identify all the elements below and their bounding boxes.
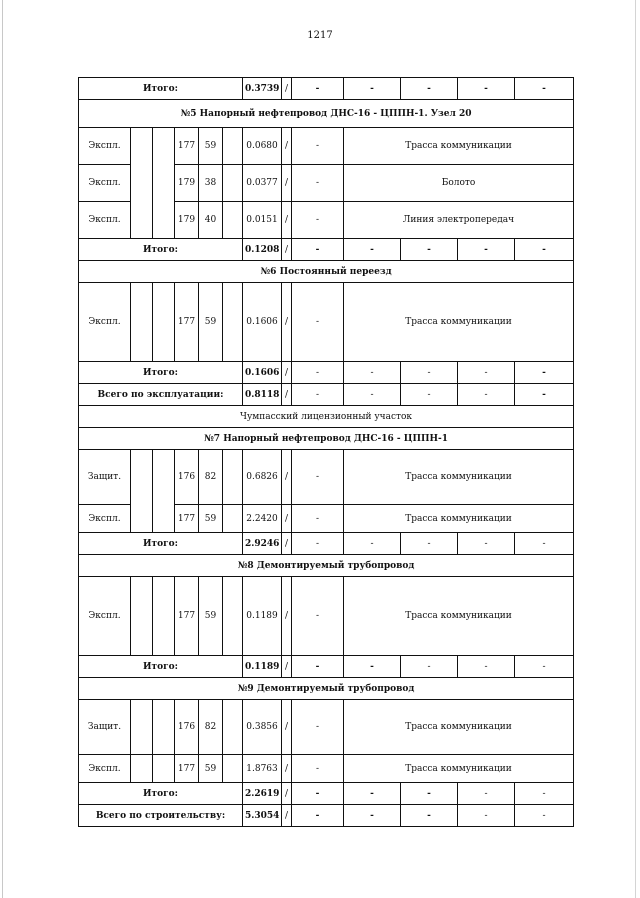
empty-cell	[223, 577, 243, 656]
dash-cell: -	[292, 362, 344, 384]
slash: /	[282, 202, 292, 239]
grand-total-label: Всего по эксплуатации:	[79, 384, 243, 406]
note: Трасса коммуникации	[344, 577, 574, 656]
dash-cell: -	[515, 805, 574, 827]
quarter-number: 176	[175, 700, 199, 755]
land-plot-table	[78, 77, 574, 827]
region-cell	[153, 577, 175, 656]
section-number: 59	[199, 283, 223, 362]
page-edge-left	[2, 0, 3, 898]
region-cell	[131, 450, 153, 533]
region-cell	[131, 128, 153, 239]
dash-cell: -	[458, 533, 515, 555]
dash-cell: -	[292, 783, 344, 805]
grand-total-value: 0.8118	[243, 384, 282, 406]
empty-cell	[223, 450, 243, 505]
plot-type: Защит.	[79, 700, 131, 755]
note: Трасса коммуникации	[344, 700, 574, 755]
area-value: 0.1189	[243, 577, 282, 656]
region-cell	[153, 755, 175, 783]
plot-type: Экспл.	[79, 165, 131, 202]
section-title: №5 Напорный нефтепровод ДНС-16 - ЦППН-1. Узел 20	[79, 100, 574, 128]
empty-cell	[223, 128, 243, 165]
region-cell	[153, 450, 175, 533]
dash-cell: -	[515, 362, 574, 384]
area-value: 0.0377	[243, 165, 282, 202]
dash-cell: -	[515, 656, 574, 678]
quarter-number: 177	[175, 755, 199, 783]
slash: /	[282, 505, 292, 533]
dash-cell: -	[344, 239, 401, 261]
section-title: №9 Демонтируемый трубопровод	[79, 678, 574, 700]
dash-cell: -	[344, 384, 401, 406]
empty-cell	[223, 165, 243, 202]
slash: /	[282, 577, 292, 656]
section-number: 82	[199, 700, 223, 755]
area-value: 0.6826	[243, 450, 282, 505]
total-label: Итого:	[79, 78, 243, 100]
quarter-number: 177	[175, 577, 199, 656]
dash-cell: -	[344, 533, 401, 555]
dash-cell: -	[292, 283, 344, 362]
area-value: 0.1606	[243, 283, 282, 362]
empty-cell	[223, 505, 243, 533]
quarter-number: 177	[175, 505, 199, 533]
empty-cell	[223, 755, 243, 783]
dash-cell: -	[344, 78, 401, 100]
slash: /	[282, 78, 292, 100]
section-title-row	[79, 100, 574, 128]
total-value: 0.1208	[243, 239, 282, 261]
area-title: Чумпасский лицензионный участок	[79, 406, 574, 428]
region-cell	[153, 283, 175, 362]
dash-cell: -	[344, 783, 401, 805]
note: Трасса коммуникации	[344, 505, 574, 533]
quarter-number: 176	[175, 450, 199, 505]
section-title: №6 Постоянный переезд	[79, 261, 574, 283]
plot-type: Экспл.	[79, 577, 131, 656]
total-row	[79, 783, 574, 805]
plot-type: Экспл.	[79, 505, 131, 533]
empty-cell	[223, 700, 243, 755]
dash-cell: -	[458, 362, 515, 384]
slash: /	[282, 805, 292, 827]
note: Болото	[344, 165, 574, 202]
page-edge-right	[635, 0, 636, 898]
dash-cell: -	[292, 656, 344, 678]
dash-cell: -	[292, 202, 344, 239]
slash: /	[282, 362, 292, 384]
section-number: 59	[199, 755, 223, 783]
section-number: 40	[199, 202, 223, 239]
table-row	[79, 577, 574, 656]
region-cell	[131, 577, 153, 656]
section-number: 59	[199, 505, 223, 533]
section-number: 59	[199, 577, 223, 656]
empty-cell	[223, 283, 243, 362]
slash: /	[282, 533, 292, 555]
dash-cell: -	[401, 805, 458, 827]
dash-cell: -	[401, 533, 458, 555]
total-value: 0.1189	[243, 656, 282, 678]
dash-cell: -	[401, 362, 458, 384]
dash-cell: -	[458, 384, 515, 406]
dash-cell: -	[401, 384, 458, 406]
total-row	[79, 656, 574, 678]
note: Трасса коммуникации	[344, 128, 574, 165]
dash-cell: -	[292, 700, 344, 755]
table-row	[79, 755, 574, 783]
dash-cell: -	[292, 755, 344, 783]
dash-cell: -	[292, 78, 344, 100]
slash: /	[282, 700, 292, 755]
total-label: Итого:	[79, 783, 243, 805]
dash-cell: -	[515, 239, 574, 261]
page-number: 1217	[307, 30, 333, 41]
dash-cell: -	[458, 239, 515, 261]
total-label: Итого:	[79, 656, 243, 678]
total-value: 0.3739	[243, 78, 282, 100]
dash-cell: -	[344, 656, 401, 678]
section-title-row	[79, 555, 574, 577]
dash-cell: -	[458, 805, 515, 827]
dash-cell: -	[292, 239, 344, 261]
dash-cell: -	[515, 783, 574, 805]
section-title: №8 Демонтируемый трубопровод	[79, 555, 574, 577]
section-title: №7 Напорный нефтепровод ДНС-16 - ЦППН-1	[79, 428, 574, 450]
slash: /	[282, 128, 292, 165]
dash-cell: -	[458, 783, 515, 805]
dash-cell: -	[458, 78, 515, 100]
section-number: 59	[199, 128, 223, 165]
area-title-row	[79, 406, 574, 428]
area-value: 0.3856	[243, 700, 282, 755]
dash-cell: -	[515, 384, 574, 406]
table-row	[79, 283, 574, 362]
dash-cell: -	[292, 805, 344, 827]
total-label: Итого:	[79, 362, 243, 384]
area-value: 2.2420	[243, 505, 282, 533]
grand-total-row	[79, 805, 574, 827]
dash-cell: -	[401, 78, 458, 100]
dash-cell: -	[292, 384, 344, 406]
dash-cell: -	[344, 805, 401, 827]
plot-type: Экспл.	[79, 202, 131, 239]
total-row	[79, 533, 574, 555]
dash-cell: -	[401, 656, 458, 678]
slash: /	[282, 755, 292, 783]
region-cell	[131, 755, 153, 783]
slash: /	[282, 165, 292, 202]
dash-cell: -	[292, 505, 344, 533]
quarter-number: 179	[175, 165, 199, 202]
table-row	[79, 128, 574, 165]
section-title-row	[79, 428, 574, 450]
dash-cell: -	[292, 533, 344, 555]
slash: /	[282, 450, 292, 505]
slash: /	[282, 283, 292, 362]
quarter-number: 177	[175, 128, 199, 165]
total-value: 2.2619	[243, 783, 282, 805]
dash-cell: -	[292, 450, 344, 505]
total-label: Итого:	[79, 239, 243, 261]
total-value: 0.1606	[243, 362, 282, 384]
slash: /	[282, 656, 292, 678]
dash-cell: -	[292, 577, 344, 656]
empty-cell	[223, 202, 243, 239]
total-label: Итого:	[79, 533, 243, 555]
plot-type: Экспл.	[79, 755, 131, 783]
total-row	[79, 362, 574, 384]
region-cell	[153, 128, 175, 239]
area-value: 1.8763	[243, 755, 282, 783]
dash-cell: -	[292, 165, 344, 202]
note: Трасса коммуникации	[344, 450, 574, 505]
plot-type: Защит.	[79, 450, 131, 505]
grand-total-value: 5.3054	[243, 805, 282, 827]
quarter-number: 177	[175, 283, 199, 362]
slash: /	[282, 384, 292, 406]
section-title-row	[79, 261, 574, 283]
total-value: 2.9246	[243, 533, 282, 555]
region-cell	[153, 700, 175, 755]
total-row	[79, 239, 574, 261]
plot-type: Экспл.	[79, 283, 131, 362]
dash-cell: -	[401, 239, 458, 261]
table-row	[79, 450, 574, 505]
note: Трасса коммуникации	[344, 283, 574, 362]
region-cell	[131, 700, 153, 755]
table-row	[79, 700, 574, 755]
section-number: 82	[199, 450, 223, 505]
dash-cell: -	[515, 78, 574, 100]
total-row	[79, 78, 574, 100]
dash-cell: -	[344, 362, 401, 384]
region-cell	[131, 283, 153, 362]
grand-total-label: Всего по строительству:	[79, 805, 243, 827]
grand-total-row	[79, 384, 574, 406]
note: Трасса коммуникации	[344, 755, 574, 783]
area-value: 0.0680	[243, 128, 282, 165]
dash-cell: -	[458, 656, 515, 678]
note: Линия электропередач	[344, 202, 574, 239]
dash-cell: -	[401, 783, 458, 805]
area-value: 0.0151	[243, 202, 282, 239]
slash: /	[282, 783, 292, 805]
quarter-number: 179	[175, 202, 199, 239]
plot-type: Экспл.	[79, 128, 131, 165]
section-number: 38	[199, 165, 223, 202]
dash-cell: -	[515, 533, 574, 555]
dash-cell: -	[292, 128, 344, 165]
slash: /	[282, 239, 292, 261]
section-title-row	[79, 678, 574, 700]
